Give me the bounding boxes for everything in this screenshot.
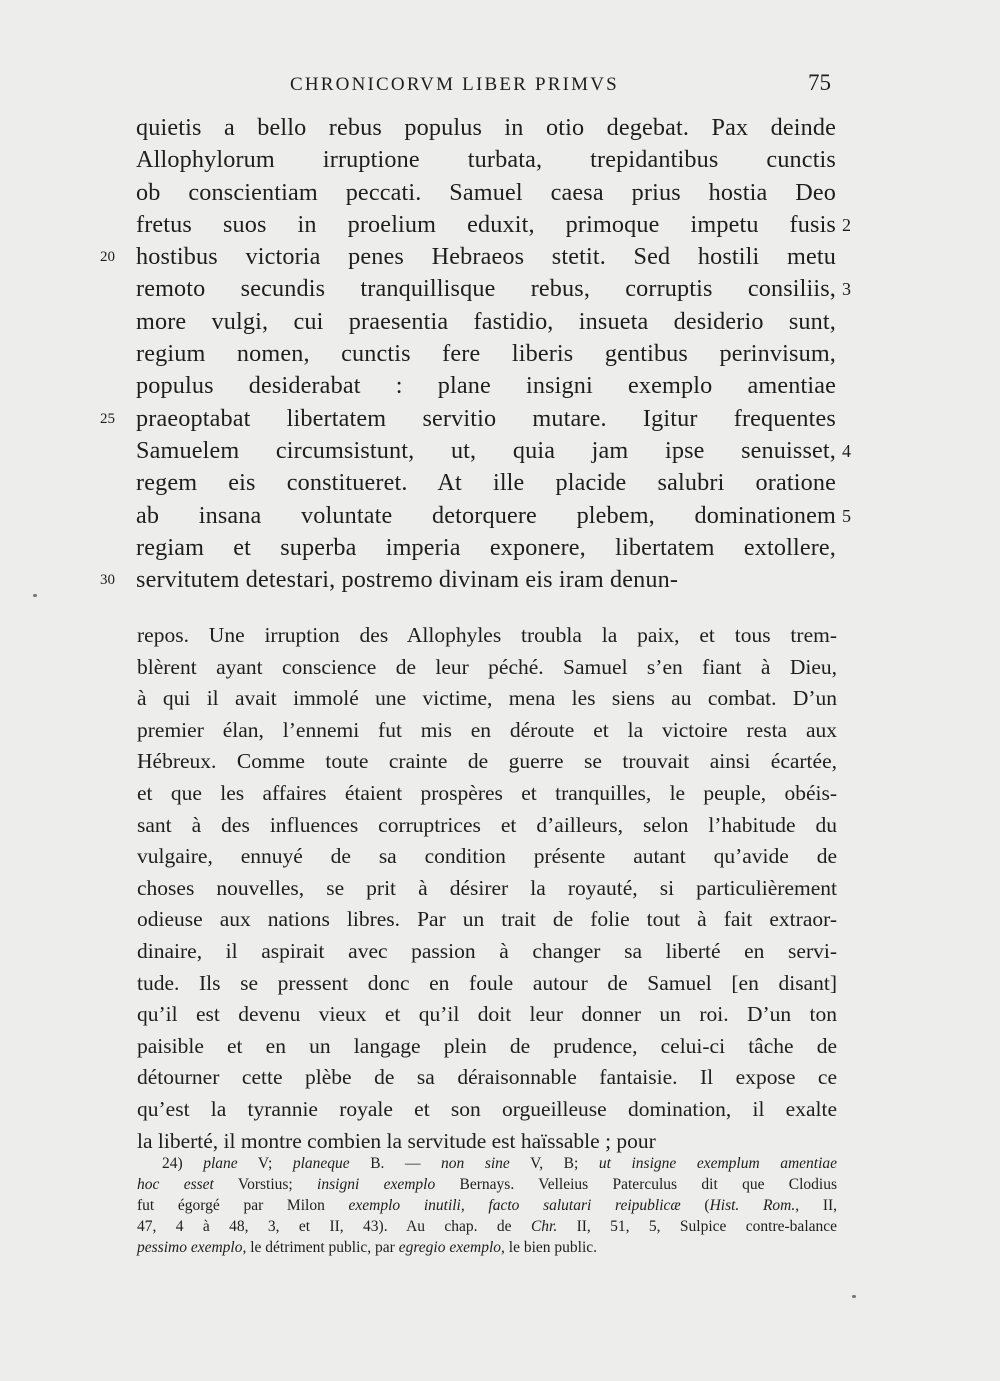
french-line: premier élan, l’ennemi fut mis en déroute et la victoire resta aux xyxy=(137,717,837,742)
footnote-italic-text: planeque xyxy=(292,1155,350,1172)
latin-line xyxy=(0,209,1000,241)
margin-line-number: 30 xyxy=(100,572,115,589)
section-number: 3 xyxy=(842,279,851,300)
footnote-text: V, B; xyxy=(509,1155,599,1172)
french-line: à qui il avait immolé une victime, mena les siens au combat. D’un xyxy=(137,686,837,711)
latin-text-block xyxy=(0,112,1000,596)
footnote-line xyxy=(137,1153,837,1174)
latin-line-text: populus desiderabat : plane insigni exemplo amentiae xyxy=(136,372,836,400)
latin-line xyxy=(0,144,1000,176)
footnote-text: , le détriment public, par xyxy=(242,1239,399,1256)
french-line: sant à des influences corruptrices et d’ailleurs, selon l’habitude du xyxy=(137,812,837,837)
section-number: 5 xyxy=(842,505,851,526)
margin-line-number: 20 xyxy=(100,249,115,266)
latin-line xyxy=(0,112,1000,144)
paper-speck xyxy=(33,594,37,597)
footnote-text: , le bien public. xyxy=(501,1239,598,1256)
french-line: blèrent ayant conscience de leur péché. Samuel s’en fiant à Dieu, xyxy=(137,654,837,679)
french-line: Hébreux. Comme toute crainte de guerre se trouvait ainsi écartée, xyxy=(137,749,837,774)
footnote-text: Vorstius; xyxy=(213,1176,318,1193)
french-line: vulgaire, ennuyé de sa condition présente autant qu’avide de xyxy=(137,844,837,869)
latin-line-text: Samuelem circumsistunt, ut, quia jam ipse senuisset, xyxy=(136,436,836,464)
french-line: odieuse aux nations libres. Par un trait de folie tout à fait extraor- xyxy=(137,907,837,932)
footnote-line xyxy=(137,1216,837,1237)
running-title: CHRONICORVM LIBER PRIMVS xyxy=(290,74,619,95)
latin-line xyxy=(0,177,1000,209)
latin-line xyxy=(0,467,1000,499)
footnote-italic-text: ut insigne exemplum amentiae xyxy=(598,1155,838,1172)
french-line: la liberté, il montre combien la servitude est haïssable ; pour xyxy=(137,1128,656,1153)
footnotes xyxy=(137,1153,837,1258)
footnote-text: B. — xyxy=(349,1155,442,1172)
footnote-text: Bernays. Velleius Paterculus dit que Clodius xyxy=(435,1176,838,1193)
latin-line-text: quietis a bello rebus populus in otio degebat. Pax deinde xyxy=(136,114,836,141)
latin-line-text: regem eis constitueret. At ille placide salubri oratione xyxy=(136,469,836,497)
footnote-text: 47, 4 à 48, 3, et II, 43). Au chap. de xyxy=(137,1218,531,1235)
latin-line-text: Allophylorum irruptione turbata, trepidantibus cunctis xyxy=(136,146,836,174)
margin-line-number: 25 xyxy=(100,410,115,427)
footnote-text: fut égorgé par Milon xyxy=(137,1197,349,1214)
latin-line xyxy=(0,435,1000,467)
latin-line xyxy=(0,306,1000,338)
latin-line xyxy=(0,370,1000,402)
latin-line-text: ab insana voluntate detorquere plebem, dominationem xyxy=(136,501,836,529)
footnote-italic-text: non sine xyxy=(441,1155,510,1172)
footnote-text: ( xyxy=(680,1197,710,1214)
footnote-italic-text: Hist. Rom. xyxy=(709,1197,796,1214)
latin-line-text: regium nomen, cunctis fere liberis gentibus perinvisum, xyxy=(136,340,836,368)
footnote-italic-text: Chr. xyxy=(530,1218,558,1235)
latin-line-text: servitutem detestari, postremo divinam eis iram denun- xyxy=(136,566,679,594)
french-line: dinaire, il aspirait avec passion à changer sa liberté en servi- xyxy=(137,938,837,963)
french-line: et que les affaires étaient prospères et tranquilles, le peuple, obéis- xyxy=(137,780,837,805)
french-line: qu’est la tyrannie royale et son orgueilleuse domination, il exalte xyxy=(137,1096,837,1121)
footnote-text: 24) xyxy=(162,1155,204,1172)
latin-line-text: praeoptabat libertatem servitio mutare. Igitur frequentes xyxy=(136,404,836,432)
footnote-italic-text: hoc esset xyxy=(137,1176,214,1193)
footnote-italic-text: exemplo inutili, facto salutari reipublicæ xyxy=(348,1197,681,1214)
section-number: 2 xyxy=(842,214,851,235)
footnote-text: II, 51, 5, Sulpice contre-balance xyxy=(557,1218,838,1235)
footnote-text: V; xyxy=(237,1155,293,1172)
latin-line xyxy=(0,564,1000,596)
latin-line xyxy=(0,338,1000,370)
latin-line-text: ob conscientiam peccati. Samuel caesa prius hostia Deo xyxy=(136,178,836,206)
footnote-line xyxy=(137,1195,837,1216)
latin-line-text: remoto secundis tranquillisque rebus, corruptis consiliis, xyxy=(136,275,836,303)
paper-speck xyxy=(852,1295,856,1298)
footnote-italic-text: pessimo exemplo xyxy=(137,1239,243,1256)
latin-line-text: hostibus victoria penes Hebraeos stetit. Sed hostili metu xyxy=(136,243,836,271)
latin-line xyxy=(0,241,1000,273)
footnote-italic-text: plane xyxy=(203,1155,238,1172)
latin-line xyxy=(0,500,1000,532)
latin-line xyxy=(0,273,1000,305)
footnote-text: , II, xyxy=(795,1197,838,1214)
french-translation-block xyxy=(137,620,837,1157)
footnote-line xyxy=(137,1237,837,1258)
latin-line xyxy=(0,403,1000,435)
french-line: repos. Une irruption des Allophyles troubla la paix, et tous trem- xyxy=(137,623,837,647)
french-line: qu’il est devenu vieux et qu’il doit leur donner un roi. D’un ton xyxy=(137,1002,837,1027)
latin-line-text: more vulgi, cui praesentia fastidio, insueta desiderio sunt, xyxy=(136,307,836,335)
page-number: 75 xyxy=(808,70,831,95)
section-number: 4 xyxy=(842,440,851,461)
french-line: choses nouvelles, se prit à désirer la royauté, si particulièrement xyxy=(137,875,837,900)
latin-line xyxy=(0,532,1000,564)
french-line: paisible et en un langage plein de prudence, celui-ci tâche de xyxy=(137,1033,837,1058)
latin-line-text: fretus suos in proelium eduxit, primoque impetu fusis xyxy=(136,210,836,238)
latin-line-text: regiam et superba imperia exponere, libertatem extollere, xyxy=(136,533,836,561)
footnote-italic-text: egregio exemplo xyxy=(398,1239,502,1256)
french-line: détourner cette plèbe de sa déraisonnable fantaisie. Il expose ce xyxy=(137,1065,837,1090)
footnote-line xyxy=(137,1174,837,1195)
french-line: tude. Ils se pressent donc en foule autour de Samuel [en disant] xyxy=(137,970,837,995)
footnote-italic-text: insigni exemplo xyxy=(317,1176,436,1193)
